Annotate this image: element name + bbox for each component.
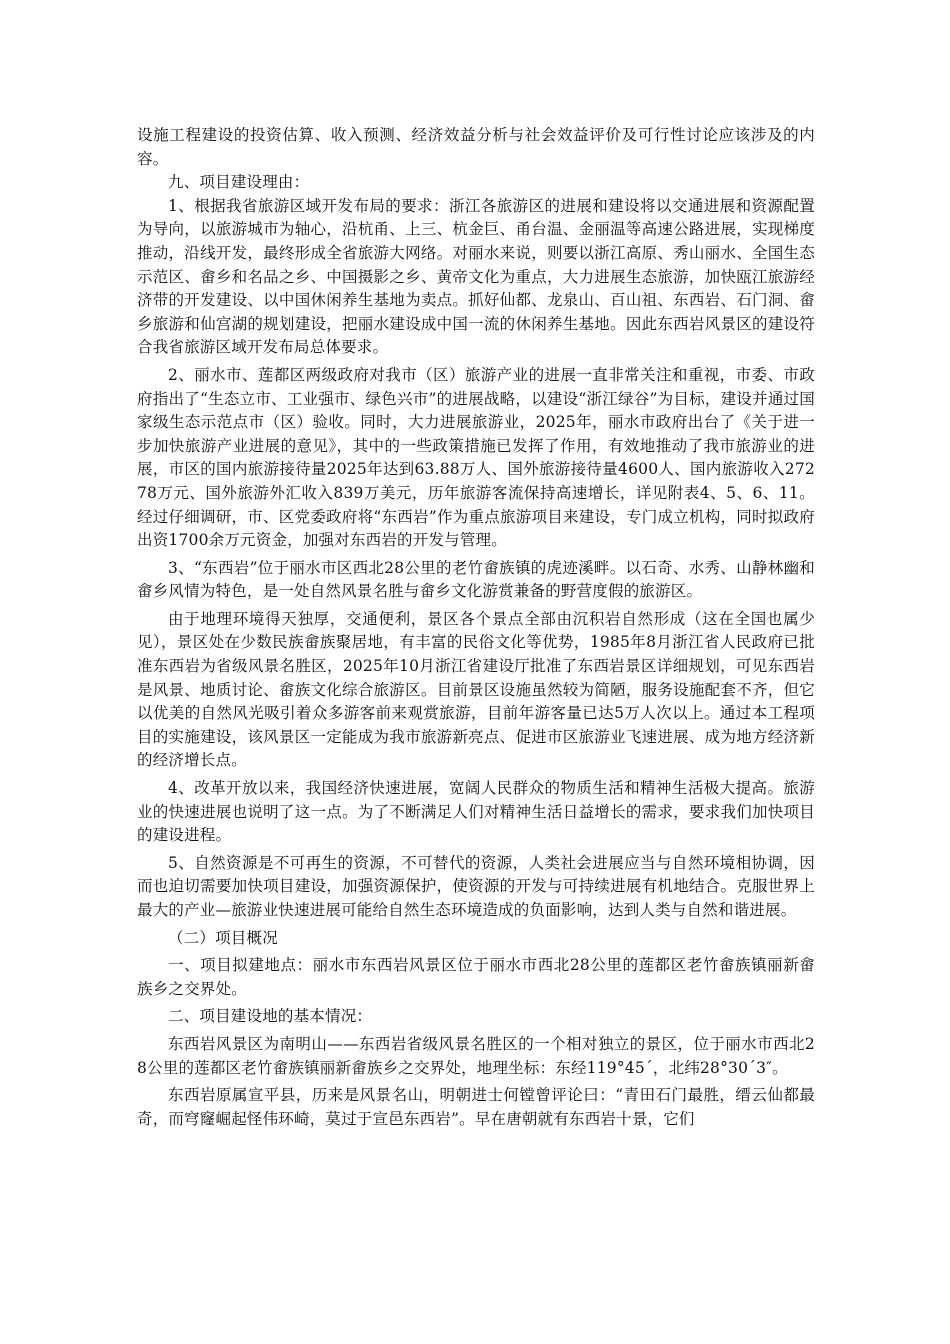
paragraph-reason-5: 5、自然资源是不可再生的资源，不可替代的资源，人类社会进展应当与自然环境相协调，因而也迫切需要加快项目建设，加强资源保护，使资源的开发与可持续进展有机地结合。克服世界上最大的产业—旅游业快速进展可能给自然生态环境造成的负面影响，达到人类与自然和谐进展。: [137, 853, 815, 919]
paragraph-reason-2: 2、丽水市、莲都区两级政府对我市（区）旅游产业的进展一直非常关注和重视，市委、市政府指出了“生态立市、工业强市、绿色兴市”的进展战略，以建设“浙江绿谷”为目标，建设并通过国家级生态示范点市（区）验收。同时，大力进展旅游业，2025年，丽水市政府出台了《关于进一步加快旅游产业进展的意见》，其中的一些政策措施已发挥了作用，有效地推动了我市旅游业的进展，市区的国内旅游接待量2025年达到63.88万人、国外旅游接待量4600人、国内旅游收入27278万元、国外旅游外汇收入839万美元，历年旅游客流保持高速增长，详见附表4、5、6、11。经过仔细调研，市、区党委政府将“东西岩”作为重点旅游项目来建设，专门成立机构，同时拟政府出资1700余万元资金，加强对东西岩的开发与管理。: [137, 365, 815, 550]
paragraph-reason-3-detail: 由于地理环境得天独厚，交通便利，景区各个景点全部由沉积岩自然形成（这在全国也属少见），景区处在少数民族畲族聚居地，有丰富的民俗文化等优势，1985年8月浙江省人民政府已批准东西岩为省级风景名胜区，2025年10月浙江省建设厅批准了东西岩景区详细规划，可见东西岩是风景、地质讨论、畲族文化综合旅游区。目前景区设施虽然较为简陋，服务设施配套不齐，但它以优美的自然风光吸引着众多游客前来观赏旅游，目前年游客量已达5万人次以上。通过本工程项目的实施建设，该风景区一定能成为我市旅游新亮点、促进市区旅游业飞速进展、成为地方经济新的经济增长点。: [137, 609, 815, 770]
heading-project-reasons: 九、项目建设理由：: [168, 173, 310, 192]
paragraph-project-location: 一、项目拟建地点：丽水市东西岩风景区位于丽水市西北28公里的莲都区老竹畲族镇丽新畲族乡之交界处。: [137, 956, 815, 998]
paragraph-site-description: 东西岩风景区为南明山——东西岩省级风景名胜区的一个相对独立的景区，位于丽水市西北28公里的莲都区老竹畲族镇丽新畲族乡之交界处，地理坐标：东经119°45´，北纬28°30´3″。: [137, 1034, 815, 1077]
paragraph-reason-3: 3、“东西岩”位于丽水市区西北28公里的老竹畲族镇的虎迹溪畔。以石奇、水秀、山静林幽和畲乡风情为特色，是一处自然风景名胜与畲乡文化游赏兼备的野营度假的旅游区。: [137, 558, 815, 601]
heading-project-overview: （二）项目概况: [168, 928, 278, 947]
paragraph-reason-1: 1、根据我省旅游区域开发布局的要求：浙江各旅游区的进展和建设将以交通进展和资源配置为导向，以旅游城市为轴心，沿杭甬、上三、杭金巨、甬台温、金丽温等高速公路进展，实现梯度推动，沿线开发，最终形成全省旅游大网络。对丽水来说，则要以浙江高原、秀山丽水、全国生态示范区、畲乡和名品之乡、中国摄影之乡、黄帝文化为重点，大力进展生态旅游，加快瓯江旅游经济带的开发建设、以中国休闲养生基地为卖点。抓好仙都、龙泉山、百山祖、东西岩、石门洞、畲乡旅游和仙宫湖的规划建设，把丽水建设成中国一流的休闲养生基地。因此东西岩风景区的建设符合我省旅游区域开发布局总体要求。: [137, 196, 815, 357]
document-page: [137, 124, 815, 1131]
paragraph-reason-4: 4、改革开放以来，我国经济快速进展，宽阔人民群众的物质生活和精神生活极大提高。旅游业的快速进展也说明了这一点。为了不断满足人们对精神生活日益增长的需求，要求我们加快项目的建设进程。: [137, 779, 815, 845]
heading-site-basics: 二、项目建设地的基本情况：: [168, 1007, 373, 1026]
paragraph-intro-continuation: 设施工程建设的投资估算、收入预测、经济效益分析与社会效益评价及可行性讨论应该涉及的内容。: [137, 126, 815, 168]
paragraph-site-history: 东西岩原属宣平县，历来是风景名山，明朝进士何镗曾评论曰：“青田石门最胜，缙云仙都最奇，而穹窿崛起怪伟环崎，莫过于宣邑东西岩”。早在唐朝就有东西岩十景，它们: [137, 1086, 815, 1128]
